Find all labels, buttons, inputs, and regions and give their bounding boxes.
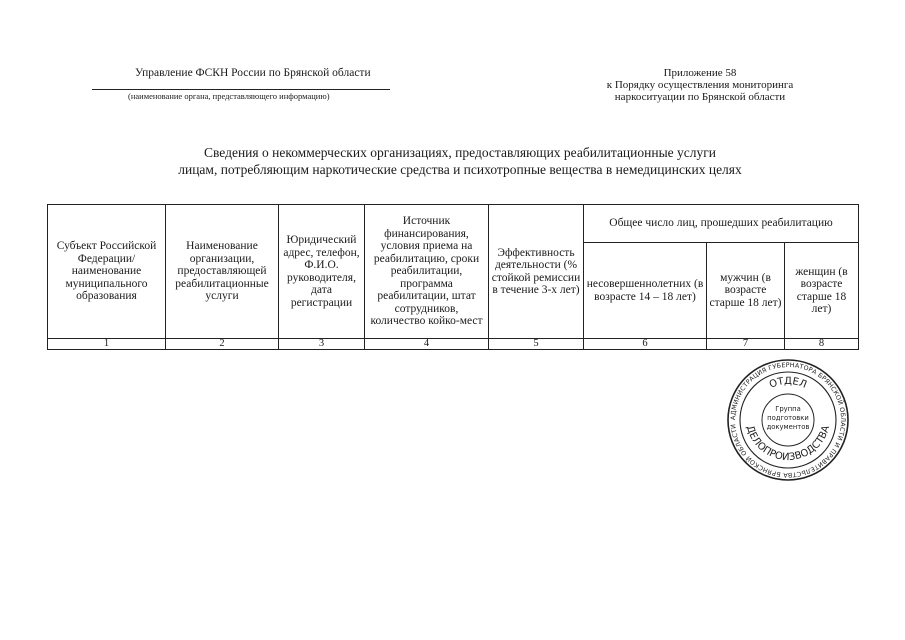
group-header: Общее число лиц, прошедших реабилитацию — [584, 205, 859, 243]
column-header: Субъект Российской Федерации/ наименование муниципального образования — [48, 205, 166, 339]
column-number: 6 — [584, 339, 707, 350]
subcolumn-header: женщин (в возрасте старше 18 лет) — [785, 243, 859, 339]
stamp-dept-bottom: ДЕЛОПРОИЗВОДСТВА — [743, 424, 833, 464]
column-number: 3 — [279, 339, 365, 350]
report-table — [47, 204, 859, 350]
column-number: 2 — [166, 339, 279, 350]
column-header: Наименование организации, предоставляющей реабилитационные услуги — [166, 205, 279, 339]
appendix-line: наркоситуации по Брянской области — [614, 91, 786, 103]
title-line: Сведения о некоммерческих организациях, предоставляющих реабилитационные услуги — [203, 145, 717, 160]
stamp-center-line: документов — [766, 423, 810, 431]
office-stamp — [726, 358, 850, 482]
stamp-center-line: Группа — [775, 405, 801, 413]
stamp-center-line: подготовки — [767, 414, 809, 422]
column-number: 8 — [785, 339, 859, 350]
stamp-dept-top: ОТДЕЛ — [767, 375, 809, 391]
authority-caption: (наименование органа, представляющего информацию) — [128, 91, 330, 101]
column-header: Источник финансирования, условия приема на реабилитацию, сроки реабилитации, программа реабилитации, штат сотрудников, количество койко-мест — [365, 205, 489, 339]
appendix-line: к Порядку осуществления мониторинга — [606, 79, 794, 91]
title-line: лицам, потребляющим наркотические средства и психотропные вещества в немедицинских целях — [178, 162, 742, 177]
appendix-note — [585, 67, 815, 103]
column-number: 7 — [707, 339, 785, 350]
appendix-line: Приложение 58 — [663, 67, 737, 79]
column-number: 1 — [48, 339, 166, 350]
column-number: 5 — [489, 339, 584, 350]
authority-underline — [92, 89, 390, 90]
authority-name: Управление ФСКН России по Брянской области — [135, 67, 371, 79]
column-header: Юридический адрес, телефон, Ф.И.О. руководителя, дата регистрации — [279, 205, 365, 339]
subcolumn-header: несовершеннолетних (в возрасте 14 – 18 лет) — [584, 243, 707, 339]
stamp-ring-text: АДМИНИСТРАЦИЯ ГУБЕРНАТОРА БРЯНСКОЙ ОБЛАСТИ И ПРАВИТЕЛЬСТВА БРЯНСКОЙ ОБЛАСТИ — [729, 361, 847, 479]
document-title — [90, 144, 830, 178]
subcolumn-header: мужчин (в возрасте старше 18 лет) — [707, 243, 785, 339]
column-number: 4 — [365, 339, 489, 350]
column-header: Эффективность деятельности (% стойкой ремиссии в течение 3-х лет) — [489, 205, 584, 339]
